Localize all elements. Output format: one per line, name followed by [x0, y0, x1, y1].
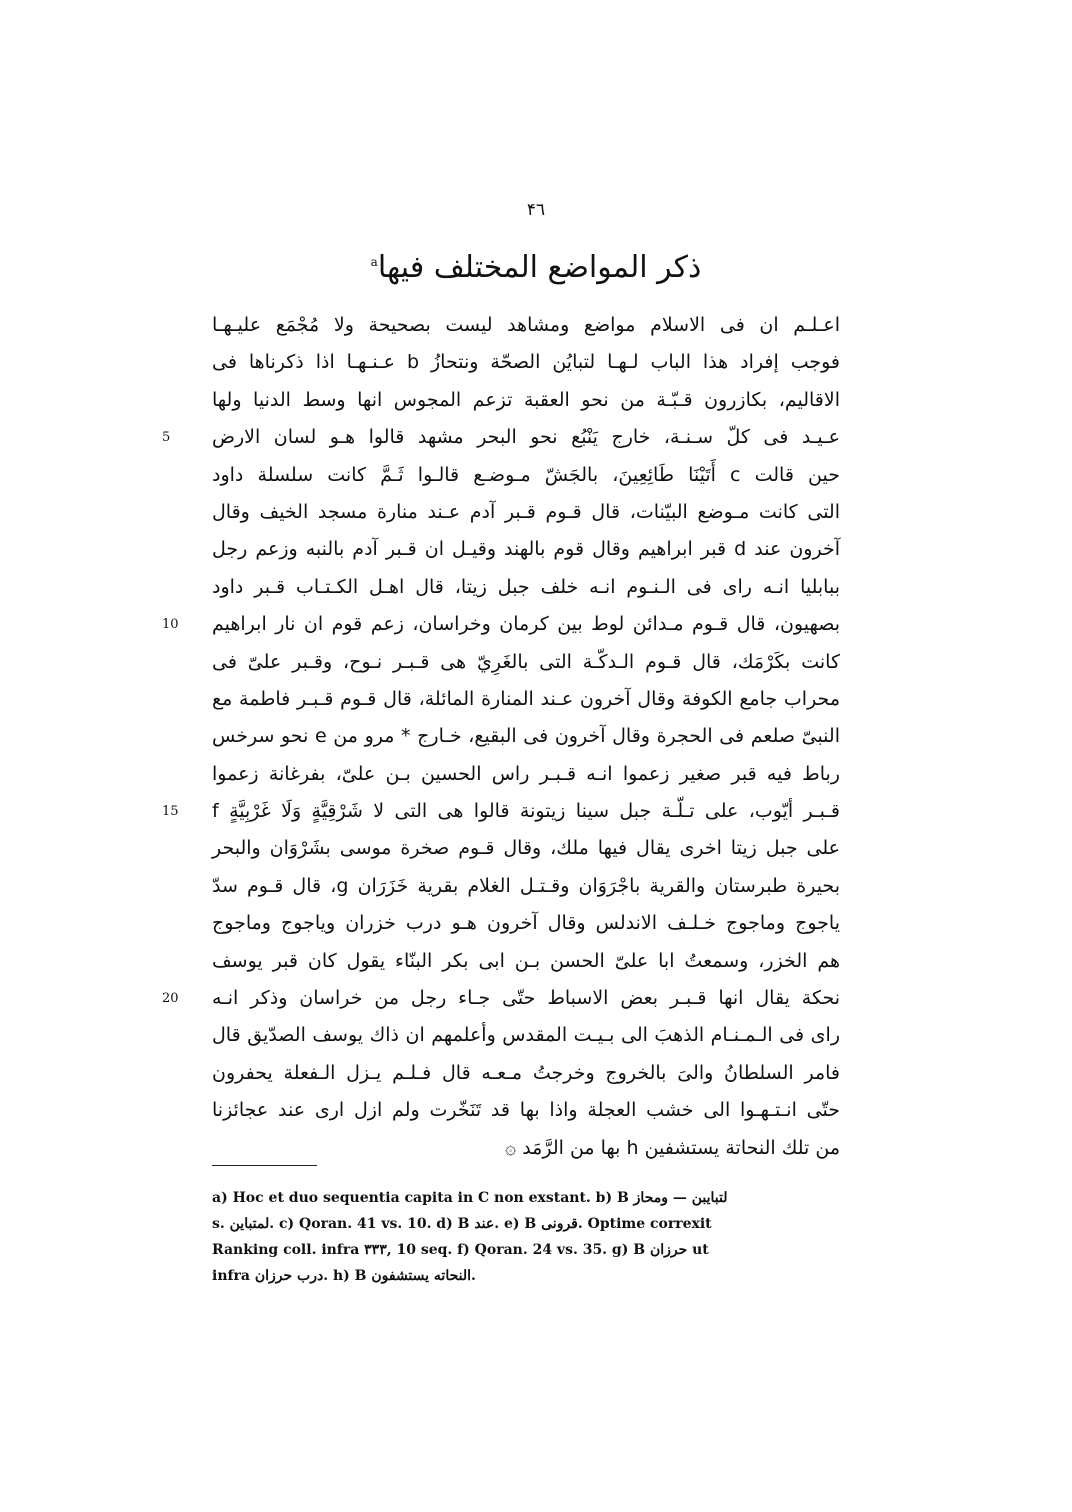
text-line	[212, 905, 840, 942]
text-line	[212, 718, 840, 755]
text-line	[212, 644, 840, 681]
line-number: 20	[162, 991, 179, 1007]
line-text: ببابليا انـه راى فى الـنـوم انـه خلف جبل زيتا، قال اهـل الكـتـاب قـبر داود	[212, 575, 840, 598]
text-line	[212, 494, 840, 531]
line-text: فامر السلطانُ والىَ بالخروج وخرجتُ مـعـه قال فـلـم يـزل الـفعلة يحفرون	[212, 1061, 840, 1084]
line-text: هم الخزر، وسمعتُ ابا علىّ الحسن بـن ابى بكر البنّاء يقول كان قبر يوسف	[212, 949, 840, 972]
text-line	[212, 457, 840, 494]
text-line	[212, 1092, 840, 1129]
line-text: كانت بكَرْمَك، قال قـوم الـدكّـة التى بالغَرِيّ هى قـبـر نـوح، وقـبر علىّ فى	[212, 650, 840, 673]
line-text: من تلك النحاتة يستشفين h بها من الرَّمَد ۞	[505, 1136, 840, 1159]
line-text: حين قالت c أَتَيْنَا طَائِعِينَ، بالجَشّ مـوضـع قالـوا ثَـمَّ كانت سلسلة داود	[212, 463, 841, 486]
line-number: 5	[162, 430, 171, 446]
line-text: قـبـر أيّوب، على تـلّـة جبل سينا زيتونة قالوا هى التى لا شَرْقِيَّةٍ وَلَا غَرْبِيَّةٍ f	[212, 800, 840, 823]
line-text: عـيـد فى كلّ سـنـة، خارج يَنْبُع نحو البحر مشهد قالوا هـو لسان الارض	[212, 426, 840, 449]
line-text: اعـلـم ان فى الاسلام مواضع ومشاهد ليست بصحيحة ولا مُجْمَع عليـهـا	[212, 314, 840, 336]
line-text: التى كانت مـوضع البيّنات، قال قـوم قـبر آدم عـند منارة مسجد الخيف وقال	[212, 500, 840, 523]
footnote-line: s. لمتباين. c) Qoran. 41 vs. 10. d) B عند. e) B قرونى. Optime correxit	[212, 1216, 712, 1232]
text-line	[212, 531, 840, 568]
text-line	[212, 307, 840, 344]
heading-footnote-marker: a	[370, 255, 378, 269]
line-text: على جبل زيتا اخرى يقال فيها ملك، وقال قـوم صخرة موسى بشَرْوَان والبحر	[212, 837, 840, 860]
text-line	[212, 382, 840, 419]
text-line	[162, 793, 840, 830]
text-line	[212, 1130, 840, 1167]
page-number: ۴٦	[526, 200, 546, 220]
line-text: نحكة يقال انها قـبـر بعض الاسباط حتّى جـاء رجل من خراسان وذكر انـه	[212, 987, 840, 1010]
line-number: 15	[162, 804, 179, 820]
text-line	[212, 756, 840, 793]
line-text: حتّى انـتـهـوا الى خشب العجلة واذا بها قد تَنَخّرت ولم ازل ارى عند عجائزنا	[212, 1099, 840, 1122]
text-line	[212, 868, 840, 905]
footnote-line: Ranking coll. infra ٣٣٣, 10 seq. f) Qoran. 24 vs. 35. g) B حرزان ut	[212, 1242, 709, 1258]
footnote-line: a) Hoc et duo sequentia capita in C non exstant. b) B لتبايبن — ومحاز	[212, 1190, 728, 1206]
footnote-line: infra درب حرزان. h) B النحاته يستشفون.	[212, 1268, 476, 1284]
text-line	[212, 569, 840, 606]
text-line	[212, 830, 840, 867]
line-text: بحيرة طبرستان والقرية باجْرَوَان وقـتـل الغلام بقرية خَزَرَان g، قال قـوم سدّ	[212, 874, 840, 897]
text-line	[212, 1055, 840, 1092]
text-line	[162, 606, 840, 643]
text-line	[212, 681, 840, 718]
line-text: بصهيون، قال قـوم مـدائن لوط بين كرمان وخراسان، زعم قوم ان نار ابراهيم	[212, 613, 840, 636]
chapter-heading-text: ذكر المواضع المختلف فيها	[377, 250, 702, 285]
text-line	[212, 344, 840, 381]
line-text: ياجوج وماجوج خـلـف الاندلس وقال آخرون هـو درب خزران وياجوج وماجوج	[212, 912, 840, 935]
line-text: النبىّ صلعم فى الحجرة وقال آخرون فى البقيع، خـارج * مرو من e نحو سرخس	[212, 725, 840, 748]
line-text: محراب جامع الكوفة وقال آخرون عـند المنارة المائلة، قال قـوم قـبـر فاطمة مع	[212, 687, 840, 710]
body-text	[162, 307, 841, 1167]
line-text: رباط فيه قبر صغير زعموا انـه قـبـر راس الحسين بـن علىّ، بفرغانة زعموا	[212, 762, 840, 785]
footnote-divider	[212, 1165, 317, 1166]
footnotes	[212, 1185, 842, 1289]
line-text: راى فى الـمـنـام الذهبَ الى بـيـت المقدس وأعلمهم ان ذاك يوسف الصدّيق قال	[212, 1024, 840, 1047]
chapter-heading	[0, 250, 1072, 285]
text-line	[212, 943, 840, 980]
text-line	[162, 980, 840, 1017]
line-number: 10	[162, 617, 179, 633]
text-line	[162, 419, 840, 456]
line-text: آخرون عند d قبر ابراهيم وقال قوم بالهند وقيـل ان قـبر آدم بالنبه وزعم رجل	[212, 538, 840, 561]
line-text: فوجب إفراد هذا الباب لـهـا لتبايُن الصحّة ونتحازُ b عـنـهـا اذا ذكرناها فى	[212, 351, 841, 374]
text-line	[212, 1017, 840, 1054]
line-text: الاقاليم، بكازرون قـبّـة من نحو العقبة تزعم المجوس انها وسط الدنيا ولها	[212, 388, 840, 411]
